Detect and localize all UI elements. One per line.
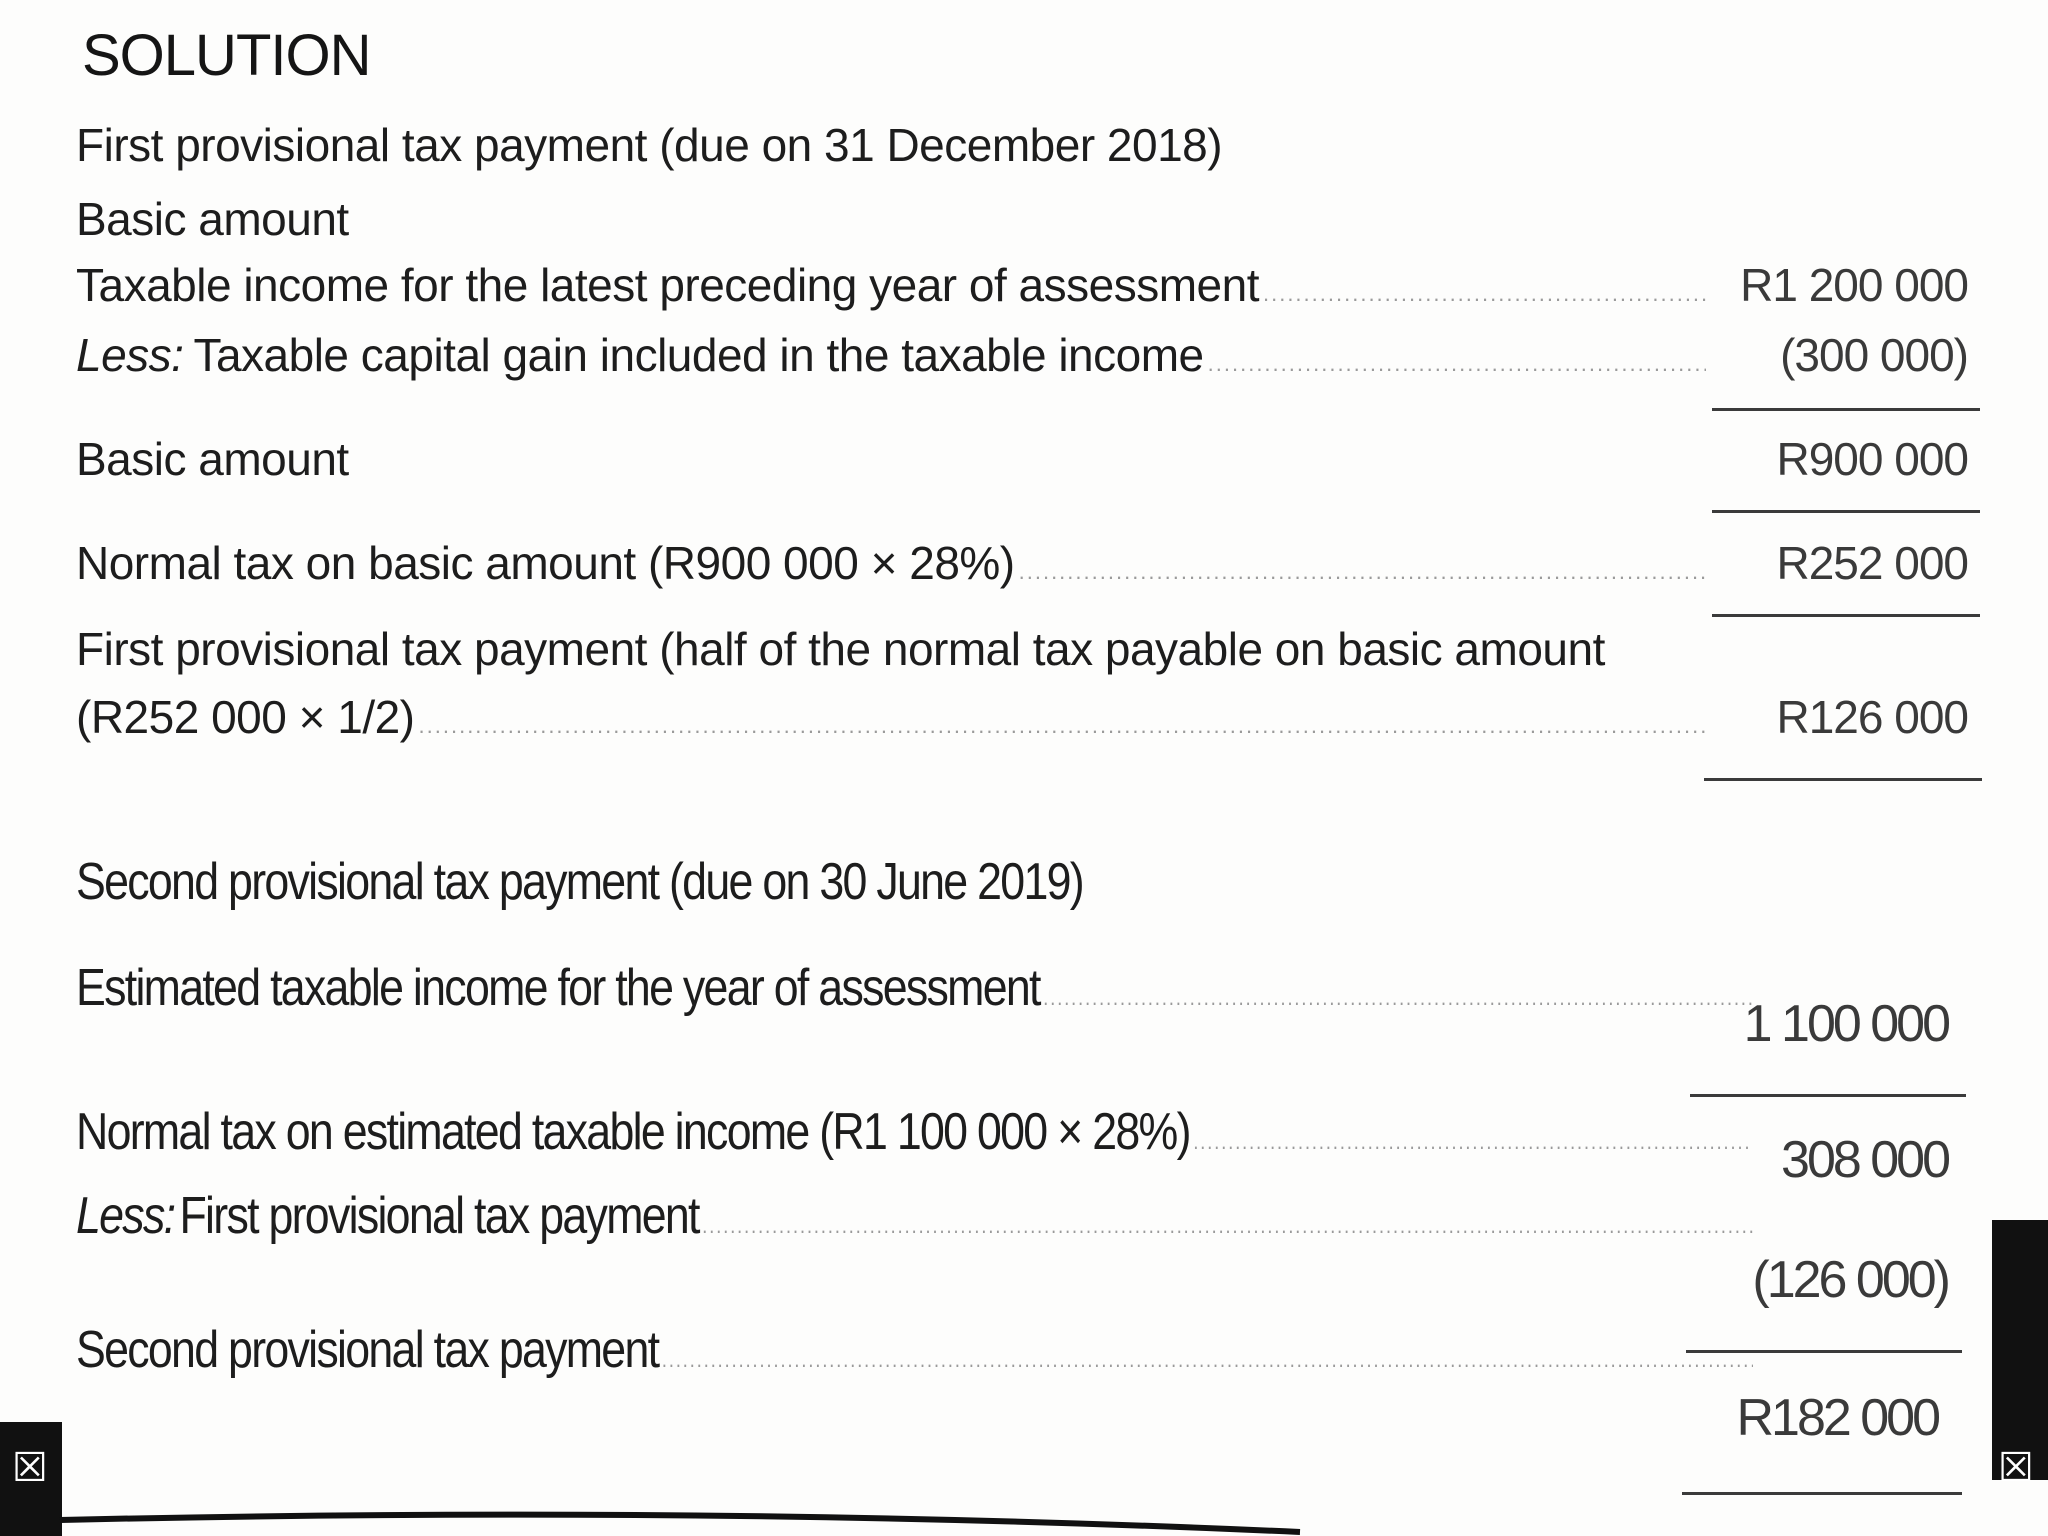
basic-amount-subtitle-line	[76, 192, 349, 254]
solution-heading: SOLUTION	[82, 23, 371, 88]
first-payment-title-line	[76, 118, 1222, 180]
normal-tax-est-label: Normal tax on estimated taxable income (R1 100 000 × 28%)	[76, 1103, 1190, 1161]
less-first-amount: (126 000)	[1752, 1251, 1948, 1309]
first-payment-title: First provisional tax payment (due on 31 December 2018)	[76, 119, 1223, 171]
leader-dots	[1043, 985, 1753, 1011]
less-first-label: First provisional tax payment	[179, 1187, 699, 1245]
normal-tax-est-row	[76, 1102, 1753, 1164]
leader-dots	[662, 1347, 1753, 1373]
estimated-income-amount: 1 100 000	[1743, 995, 1948, 1053]
estimated-income-rule	[1690, 1094, 1966, 1097]
page-curl-shadow	[0, 1470, 2048, 1536]
leader-dots	[702, 1213, 1753, 1239]
normal-tax-est-amount: 308 000	[1781, 1131, 1948, 1189]
second-payment-label: Second provisional tax payment	[76, 1321, 659, 1379]
page-edge-left-icon: ☒	[12, 1445, 48, 1491]
normal-tax-rule	[1712, 614, 1980, 617]
normal-tax-amount: R252 000	[1776, 537, 1968, 589]
page-edge-tab-right	[1992, 1220, 2048, 1480]
leader-dots	[1263, 281, 1706, 307]
estimated-income-row	[76, 958, 1753, 1020]
second-payment-title-line	[76, 852, 1083, 914]
basic-amount-label: Basic amount	[76, 433, 349, 485]
less-first-row	[76, 1186, 1753, 1248]
leader-dots	[1208, 351, 1706, 377]
basic-amount-row	[76, 432, 349, 494]
leader-dots	[419, 713, 1706, 739]
taxable-income-label: Taxable income for the latest preceding year of assessment	[76, 259, 1259, 311]
taxable-income-row	[76, 258, 1706, 320]
first-payment-label-line1: First provisional tax payment (half of the normal tax payable on basic amount	[76, 623, 1605, 675]
less-prefix: Less:	[76, 329, 184, 381]
first-payment-row-line2	[76, 690, 1706, 752]
first-payment-amount: R126 000	[1776, 691, 1968, 743]
basic-amount-value: R900 000	[1776, 433, 1968, 485]
basic-amount-rule	[1712, 510, 1980, 513]
less-cgt-amount: (300 000)	[1780, 329, 1968, 381]
second-payment-title: Second provisional tax payment (due on 30 June 2019)	[76, 853, 1083, 911]
normal-tax-row	[76, 536, 1706, 598]
taxable-income-amount: R1 200 000	[1740, 259, 1968, 311]
leader-dots	[1019, 559, 1706, 585]
first-payment-row-line1	[76, 622, 1605, 684]
subtotal-rule	[1712, 408, 1980, 411]
less-cgt-label: Taxable capital gain included in the taxable income	[193, 329, 1204, 381]
less-prefix-2: Less:	[76, 1187, 175, 1245]
less-cgt-row	[76, 328, 1706, 390]
estimated-income-label: Estimated taxable income for the year of assessment	[76, 959, 1040, 1017]
leader-dots	[1193, 1129, 1753, 1155]
second-payment-row	[76, 1320, 1753, 1382]
second-payment-amount: R182 000	[1736, 1389, 1938, 1447]
basic-amount-subtitle: Basic amount	[76, 193, 349, 245]
first-payment-rule	[1704, 778, 1982, 781]
normal-tax-label: Normal tax on basic amount (R900 000 × 28%)	[76, 537, 1015, 589]
first-payment-label-line2: (R252 000 × 1/2)	[76, 691, 415, 743]
page-edge-right-icon: ☒	[1998, 1445, 2034, 1491]
